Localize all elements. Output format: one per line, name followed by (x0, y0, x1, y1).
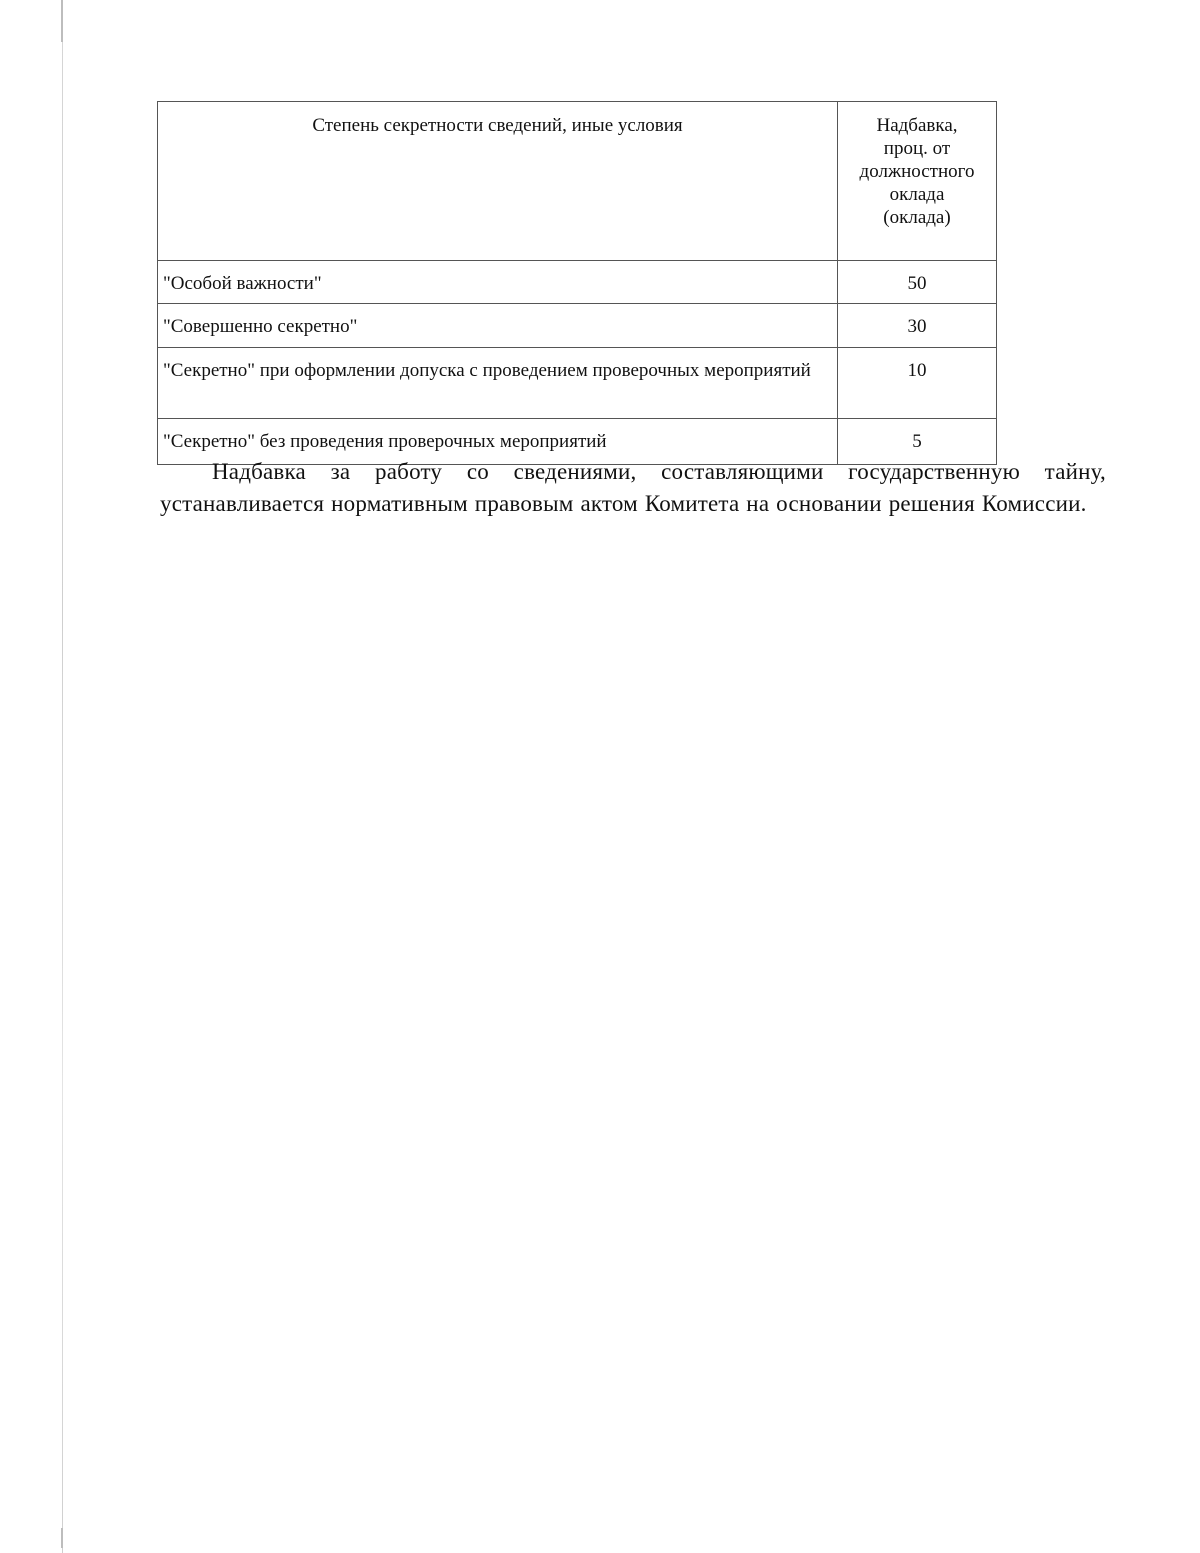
row-condition: "Особой важности" (158, 261, 838, 304)
table-header-row (158, 102, 997, 261)
row-condition: "Секретно" при оформлении допуска с проведением проверочных мероприятий (158, 348, 838, 419)
row-condition: "Совершенно секретно" (158, 304, 838, 348)
allowance-table (157, 101, 997, 465)
scan-page-edge (62, 0, 63, 1553)
row-condition: "Секретно" без проведения проверочных мероприятий (158, 419, 838, 465)
row-percent: 5 (838, 419, 997, 465)
table-row (158, 304, 997, 348)
header-percent-text: Надбавка, проц. от должностного оклада (оклада) (859, 115, 975, 228)
header-condition: Степень секретности сведений, иные условия (158, 102, 838, 261)
table-row (158, 348, 997, 419)
table-row (158, 261, 997, 304)
scan-edge-mark (61, 0, 63, 42)
row-percent: 10 (838, 348, 997, 419)
header-percent (838, 102, 997, 261)
body-paragraph: Надбавка за работу со сведениями, составляющими государственную тайну, устанавливается нормативным правовым актом Комитета на основании решения Комиссии. (160, 459, 1106, 516)
row-percent: 30 (838, 304, 997, 348)
scan-edge-mark (61, 1528, 63, 1548)
row-percent: 50 (838, 261, 997, 304)
